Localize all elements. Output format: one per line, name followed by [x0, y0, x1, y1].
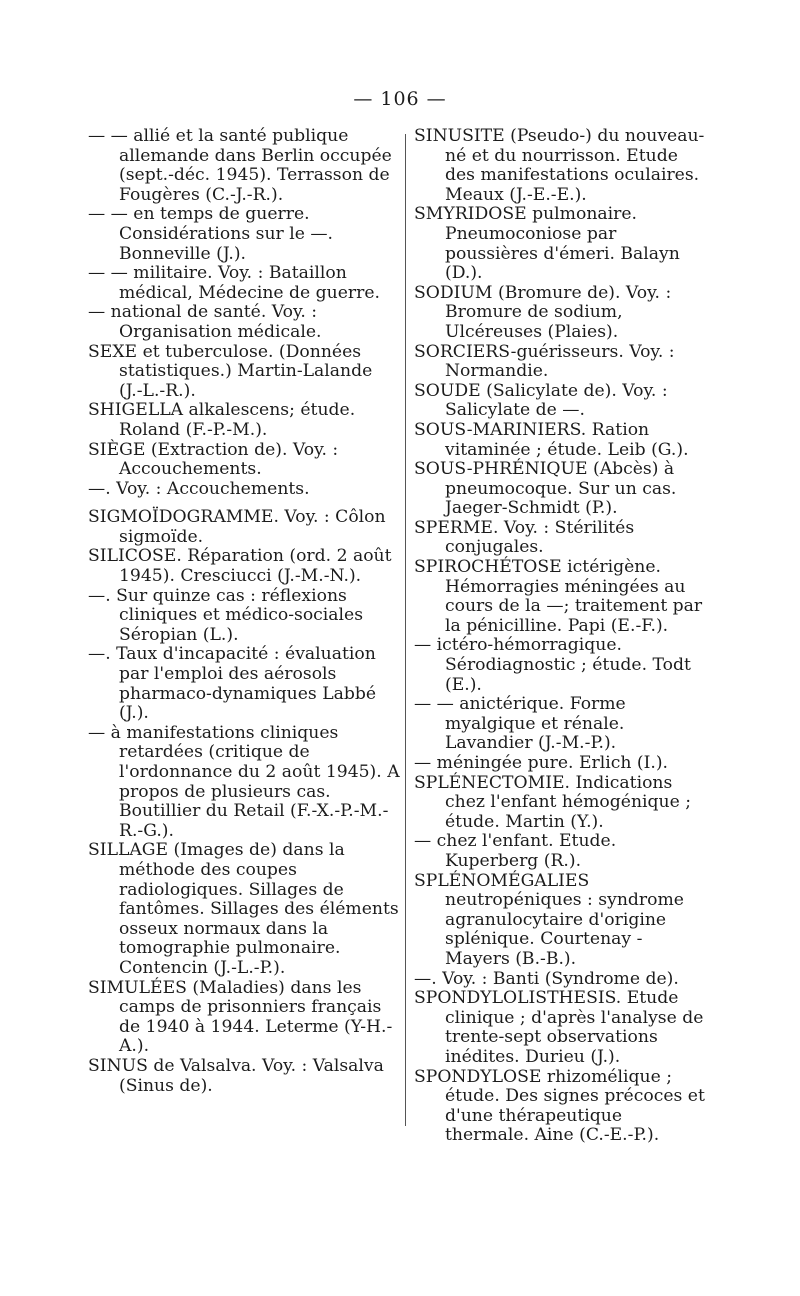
index-entry: SPLÉNECTOMIE. Indications chez l'enfant hémogénique ; étude. Martin (Y.). — [414, 772, 692, 832]
index-entry: SOUDE (Salicylate de). Voy. : Salicylate de —. — [414, 380, 668, 421]
index-entry: — méningée pure. Erlich (I.). — [414, 753, 668, 773]
index-entry: SOUS-PHRÉNIQUE (Abcès) à pneumocoque. Sur un cas. Jaeger-Schmidt (P.). — [414, 459, 677, 519]
column-divider — [405, 134, 406, 1126]
index-entry: SIGMOÏDOGRAMME. Voy. : Côlon sigmoïde. — [88, 507, 386, 547]
index-entry: —. Voy. : Accouchements. — [88, 478, 310, 499]
index-entry: SINUS de Valsalva. Voy. : Valsalva (Sinus de). — [88, 1055, 384, 1096]
index-entry: SORCIERS-guérisseurs. Voy. : Normandie. — [414, 341, 675, 382]
index-entry: SEXE et tuberculose. (Données statistiques.) Martin-Lalande (J.-L.-R.). — [88, 341, 373, 401]
index-entry: SPONDYLOLISTHESIS. Etude clinique ; d'après l'analyse de trente-sept observations inédites. Durieu (J.). — [414, 988, 704, 1067]
index-entry: SPLÉNOMÉGALIES neutropéniques : syndrome agranulocytaire d'origine splénique. Courtenay - Mayers (B.-B.). — [414, 870, 684, 969]
index-column-right — [414, 127, 710, 1146]
index-column-left — [88, 127, 400, 1096]
index-entry: — — militaire. Voy. : Bataillon médical, Médecine de guerre. — [88, 263, 380, 303]
index-entry: SPIROCHÉTOSE ictérigène. Hémorragies méningées au cours de la —; traitement par la pénicilline. Papi (E.-F.). — [414, 557, 703, 636]
index-entry: —. Taux d'incapacité : évaluation par l'emploi des aérosols pharmaco-dynamiques Labbé (J.). — [88, 644, 377, 724]
index-entry: — chez l'enfant. Etude. Kuperberg (R.). — [414, 831, 617, 871]
index-entry: — à manifestations cliniques retardées (critique de l'ordonnance du 2 août 1945). A propos de plusieurs cas. Boutillier du Retail (F.-X.-P.-M.-R.-G.). — [88, 722, 400, 841]
index-entry: — national de santé. Voy. : Organisation médicale. — [88, 302, 322, 342]
index-entry: SOUS-MARINIERS. Ration vitaminée ; étude. Leib (G.). — [414, 419, 689, 460]
index-entry: — — en temps de guerre. Considérations sur le —. Bonneville (J.). — [88, 204, 333, 264]
index-entry: SIÈGE (Extraction de). Voy. : Accouchements. — [88, 439, 339, 480]
index-entry: SIMULÉES (Maladies) dans les camps de prisonniers français de 1940 à 1944. Leterme (Y-H.-A.). — [88, 977, 393, 1057]
index-entry: SHIGELLA alkalescens; étude. Roland (F.-P.-M.). — [88, 400, 356, 440]
index-entry: SILICOSE. Réparation (ord. 2 août 1945). Cresciucci (J.-M.-N.). — [88, 546, 392, 587]
index-entry: —. Sur quinze cas : réflexions cliniques et médico-sociales Séropian (L.). — [88, 585, 364, 645]
index-entry: — ictéro-hémorragique. Sérodiagnostic ; étude. Todt (E.). — [414, 635, 691, 695]
index-entry: SMYRIDOSE pulmonaire. Pneumoconiose par poussières d'émeri. Balayn (D.). — [414, 204, 680, 284]
index-entry: SILLAGE (Images de) dans la méthode des coupes radiologiques. Sillages de fantômes. Sillages des éléments osseux normaux dans la tomographie pulmonaire. Contencin (J.-L.-P.). — [88, 840, 399, 978]
index-entry: SINUSITE (Pseudo-) du nouveau-né et du nourrisson. Etude des manifestations oculaires. Meaux (J.-E.-E.). — [414, 126, 705, 205]
index-entry: —. Voy. : Banti (Syndrome de). — [414, 968, 679, 989]
index-entry: SODIUM (Bromure de). Voy. : Bromure de sodium, Ulcéreuses (Plaies). — [414, 282, 672, 342]
index-entry: SPONDYLOSE rhizomélique ; étude. Des signes précoces et d'une thérapeutique thermale. Aine (C.-E.-P.). — [414, 1066, 705, 1146]
index-entry: SPERME. Voy. : Stérilités conjugales. — [414, 517, 635, 558]
index-entry: — — allié et la santé publique allemande dans Berlin occupée (sept.-déc. 1945). Terrasson de Fougères (C.-J.-R.). — [88, 126, 392, 205]
page-number: — 106 — — [353, 88, 447, 110]
index-entry: — — anictérique. Forme myalgique et rénale. Lavandier (J.-M.-P.). — [414, 694, 626, 754]
